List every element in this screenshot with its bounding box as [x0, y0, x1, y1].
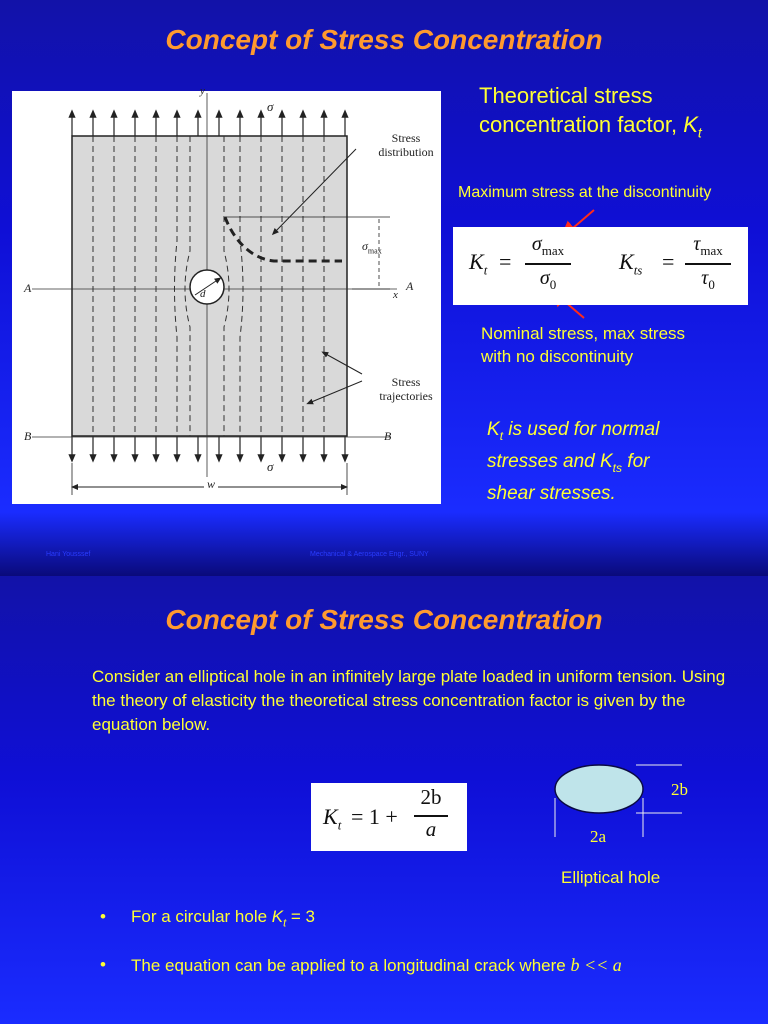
- slide-gap: [0, 512, 768, 576]
- eq-equals-1: =: [499, 249, 512, 274]
- max-stress-note: Maximum stress at the discontinuity: [458, 184, 712, 201]
- footer-department-text: Mechanical & Aerospace Engr., SUNY: [310, 551, 429, 558]
- eq2-denominator: a: [425, 817, 437, 841]
- ellipse-label-2b: 2b: [671, 780, 688, 799]
- ellipse-caption: Elliptical hole: [561, 868, 661, 887]
- ellipse-equation: [311, 783, 467, 851]
- ellipse-shape: [555, 765, 643, 813]
- bullet-symbol: •: [100, 955, 106, 974]
- stress-figure: [12, 85, 441, 504]
- label-sigma-top: σ: [267, 99, 274, 114]
- nominal-stress-note: Nominal stress, max stress with no discontinuity: [481, 324, 686, 366]
- slide-2: [0, 576, 768, 1024]
- eq-sigma-0: $\sigma_0$: [539, 267, 557, 292]
- top-load-arrows: [72, 113, 345, 136]
- eq-kts: $K_{ts}$: [619, 249, 643, 278]
- label-A-right: A: [406, 279, 414, 293]
- label-A-left: A: [24, 281, 32, 295]
- eq-fraction-bar-1: [525, 263, 571, 265]
- eq-tau-0: $\tau_0$: [701, 267, 715, 292]
- bullet-1-text: For a circular hole $K_t = 3$: [131, 907, 316, 930]
- eq2-equals-one-plus: = 1 +: [351, 804, 398, 829]
- factor-heading: Theoretical stress concentration factor, $K_t$: [479, 83, 702, 141]
- label-B-right: B: [384, 429, 392, 443]
- slide-title-2: Concept of Stress Concentration: [165, 604, 603, 635]
- eq-tau-max: $\tau_{max}$: [693, 233, 723, 258]
- label-B-left: B: [24, 429, 32, 443]
- label-y: y: [200, 85, 205, 97]
- eq-fraction-bar-2: [685, 263, 731, 265]
- eq2-numerator: 2b: [420, 785, 442, 809]
- footer-author-text: Hani Yousssef: [46, 551, 91, 558]
- eq2-kt: $K_t$: [323, 804, 342, 833]
- elliptical-hole-diagram: [550, 758, 710, 858]
- intro-paragraph: Consider an elliptical hole in an infinitely large plate loaded in uniform tension. Using the theory of elasticity the theoretical stress concentration factor is given by the equation below.: [92, 667, 726, 734]
- label-sigma-max: $\sigma_{max}$: [362, 239, 382, 256]
- slide-title: Concept of Stress Concentration: [165, 24, 603, 55]
- bullet-symbol: •: [100, 907, 106, 926]
- eq-sigma-max: $\sigma_{max}$: [531, 233, 565, 258]
- label-x: x: [393, 289, 398, 301]
- label-w: w: [204, 477, 218, 492]
- eq-equals-2: =: [662, 249, 675, 274]
- ellipse-label-2a: 2a: [590, 827, 607, 846]
- bottom-load-arrows: [72, 436, 345, 459]
- bullet-2-text: The equation can be applied to a longitudinal crack where b << a: [131, 955, 622, 975]
- stress-factor-equation: [453, 227, 748, 305]
- label-sigma-bottom: σ: [267, 459, 274, 474]
- eq-kt: $K_t$: [469, 249, 488, 278]
- label-stress-trajectories: Stress trajectories: [379, 375, 433, 403]
- label-d: d: [200, 288, 206, 300]
- usage-note: $K_t$ is used for normal stresses and $K_{ts}$ for shear stresses.: [487, 419, 660, 504]
- label-stress-distribution: Stress distribution: [378, 131, 434, 159]
